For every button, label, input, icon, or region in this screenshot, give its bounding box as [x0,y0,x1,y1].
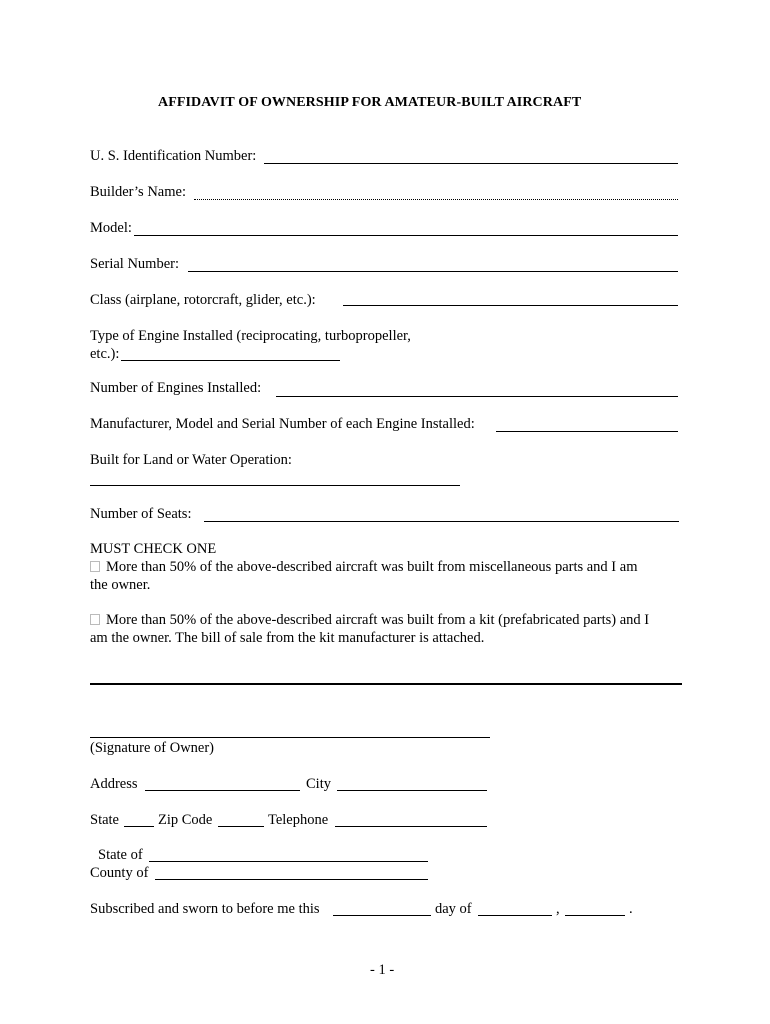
state-line[interactable] [124,826,154,827]
operation-label: Built for Land or Water Operation: [90,452,292,468]
engine-type-label: Type of Engine Installed (reciprocating, turbopropeller, [90,328,411,344]
telephone-label: Telephone [268,812,329,828]
us-id-label: U. S. Identification Number: [90,148,257,164]
option-2-row [90,612,649,629]
page-number: - 1 - [370,962,395,978]
us-id-line[interactable] [264,163,678,164]
seats-label: Number of Seats: [90,506,192,522]
option-2-checkbox[interactable] [90,614,100,625]
check-heading: MUST CHECK ONE [90,541,217,557]
telephone-line[interactable] [335,826,487,827]
sworn-month-line[interactable] [478,915,552,916]
class-label: Class (airplane, rotorcraft, glider, etc.): [90,292,316,308]
state-of-label: State of [98,847,143,863]
state-of-line[interactable] [149,861,428,862]
zip-line[interactable] [218,826,264,827]
signature-line[interactable] [90,737,490,738]
serial-number-line[interactable] [188,271,678,272]
state-label: State [90,812,119,828]
builder-name-label: Builder’s Name: [90,184,186,200]
sworn-day-of: day of [435,901,472,917]
builder-name-line[interactable] [194,199,678,200]
engine-type-line[interactable] [121,360,340,361]
option-1-text: More than 50% of the above-described aircraft was built from miscellaneous parts and I am [106,559,638,575]
option-2-text-cont: am the owner. The bill of sale from the kit manufacturer is attached. [90,630,485,646]
engine-type-label-cont: etc.): [90,346,120,362]
engine-count-line[interactable] [276,396,678,397]
model-line[interactable] [134,235,678,236]
city-line[interactable] [337,790,487,791]
option-2-text: More than 50% of the above-described aircraft was built from a kit (prefabricated parts) and I [106,612,650,628]
sworn-period: . [629,901,633,917]
address-label: Address [90,776,138,792]
class-line[interactable] [343,305,678,306]
option-1-text-cont: the owner. [90,577,151,593]
engine-details-label: Manufacturer, Model and Serial Number of each Engine Installed: [90,416,475,432]
seats-line[interactable] [204,521,679,522]
option-1-checkbox[interactable] [90,561,100,572]
operation-line[interactable] [90,485,460,486]
signature-label: (Signature of Owner) [90,740,215,756]
engine-count-label: Number of Engines Installed: [90,380,262,396]
county-of-line[interactable] [155,879,428,880]
model-label: Model: [90,220,132,236]
sworn-year-line[interactable] [565,915,625,916]
sworn-day-line[interactable] [333,915,431,916]
serial-number-label: Serial Number: [90,256,179,272]
sworn-comma: , [556,901,560,917]
address-line[interactable] [145,790,300,791]
engine-details-line[interactable] [496,431,678,432]
city-label: City [306,776,331,792]
option-1-row [90,559,637,576]
county-of-label: County of [90,865,149,881]
sworn-text: Subscribed and sworn to before me this [90,901,320,917]
document-title: AFFIDAVIT OF OWNERSHIP FOR AMATEUR-BUILT AIRCRAFT [158,95,582,110]
zip-label: Zip Code [158,812,213,828]
section-divider [90,683,682,685]
